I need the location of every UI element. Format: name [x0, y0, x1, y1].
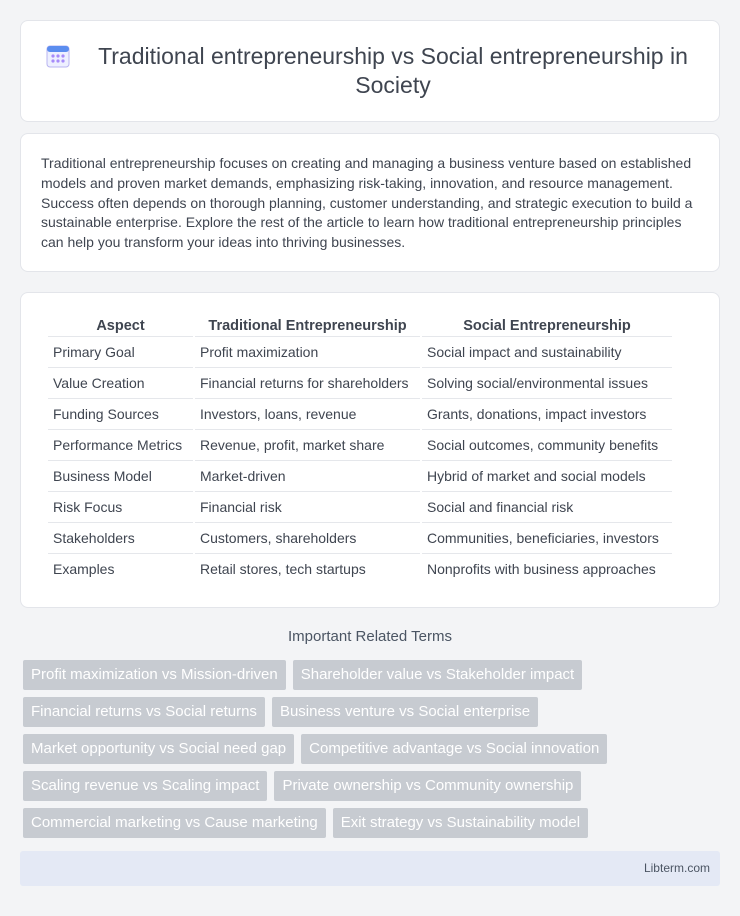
related-term-tag[interactable]: Financial returns vs Social returns	[23, 697, 265, 727]
table-cell: Business Model	[48, 460, 193, 491]
column-header-aspect: Aspect	[96, 318, 145, 334]
table-row	[48, 522, 672, 553]
related-term-tag[interactable]: Market opportunity vs Social need gap	[23, 734, 294, 764]
table-row	[48, 429, 672, 460]
comparison-table-card	[20, 292, 720, 608]
footer	[20, 851, 720, 886]
table-row	[48, 336, 672, 367]
intro-paragraph: Traditional entrepreneurship focuses on creating and managing a business venture based on established models and proven market demands, emphasizing risk-taking, innovation, and resource management. Success often depends on thorough planning, customer understanding, and strategic execution to build a sustainable enterprise. Explore the rest of the article to learn how traditional entrepreneurship principles can help you transform your ideas into thriving businesses.	[41, 155, 693, 251]
table-cell: Investors, loans, revenue	[195, 398, 420, 429]
table-cell: Performance Metrics	[48, 429, 193, 460]
comparison-table	[46, 315, 674, 584]
related-term-tag[interactable]: Profit maximization vs Mission-driven	[23, 660, 286, 690]
column-header-social: Social Entrepreneurship	[463, 318, 631, 334]
table-cell: Communities, beneficiaries, investors	[422, 522, 672, 553]
related-term-tag[interactable]: Private ownership vs Community ownership	[274, 771, 581, 801]
table-cell: Financial returns for shareholders	[195, 367, 420, 398]
related-term-tag[interactable]: Commercial marketing vs Cause marketing	[23, 808, 326, 838]
table-cell: Risk Focus	[48, 491, 193, 522]
table-cell: Social outcomes, community benefits	[422, 429, 672, 460]
related-terms-heading: Important Related Terms	[288, 628, 452, 645]
table-cell: Nonprofits with business approaches	[422, 553, 672, 584]
table-row	[48, 491, 672, 522]
table-cell: Market-driven	[195, 460, 420, 491]
table-cell: Primary Goal	[48, 336, 193, 367]
table-cell: Social impact and sustainability	[422, 336, 672, 367]
table-row	[48, 553, 672, 584]
header-card	[20, 20, 720, 122]
related-term-tag[interactable]: Competitive advantage vs Social innovation	[301, 734, 607, 764]
table-cell: Stakeholders	[48, 522, 193, 553]
calendar-icon	[45, 43, 71, 69]
table-cell: Revenue, profit, market share	[195, 429, 420, 460]
table-cell: Funding Sources	[48, 398, 193, 429]
table-cell: Grants, donations, impact investors	[422, 398, 672, 429]
intro-card	[20, 133, 720, 272]
table-cell: Solving social/environmental issues	[422, 367, 672, 398]
related-term-tag[interactable]: Business venture vs Social enterprise	[272, 697, 538, 727]
table-cell: Examples	[48, 553, 193, 584]
table-cell: Social and financial risk	[422, 491, 672, 522]
table-cell: Hybrid of market and social models	[422, 460, 672, 491]
table-cell: Customers, shareholders	[195, 522, 420, 553]
table-cell: Financial risk	[195, 491, 420, 522]
related-term-tag[interactable]: Shareholder value vs Stakeholder impact	[293, 660, 583, 690]
table-cell: Retail stores, tech startups	[195, 553, 420, 584]
related-terms-list	[23, 660, 723, 845]
table-row	[48, 367, 672, 398]
table-cell: Profit maximization	[195, 336, 420, 367]
page-title: Traditional entrepreneurship vs Social entrepreneurship in Society	[98, 43, 688, 98]
related-term-tag[interactable]: Exit strategy vs Sustainability model	[333, 808, 588, 838]
related-term-tag[interactable]: Scaling revenue vs Scaling impact	[23, 771, 267, 801]
column-header-traditional: Traditional Entrepreneurship	[208, 318, 407, 334]
table-row	[48, 398, 672, 429]
table-cell: Value Creation	[48, 367, 193, 398]
table-row	[48, 460, 672, 491]
table-header-row	[48, 315, 672, 336]
footer-site-link[interactable]: Libterm.com	[643, 861, 710, 875]
